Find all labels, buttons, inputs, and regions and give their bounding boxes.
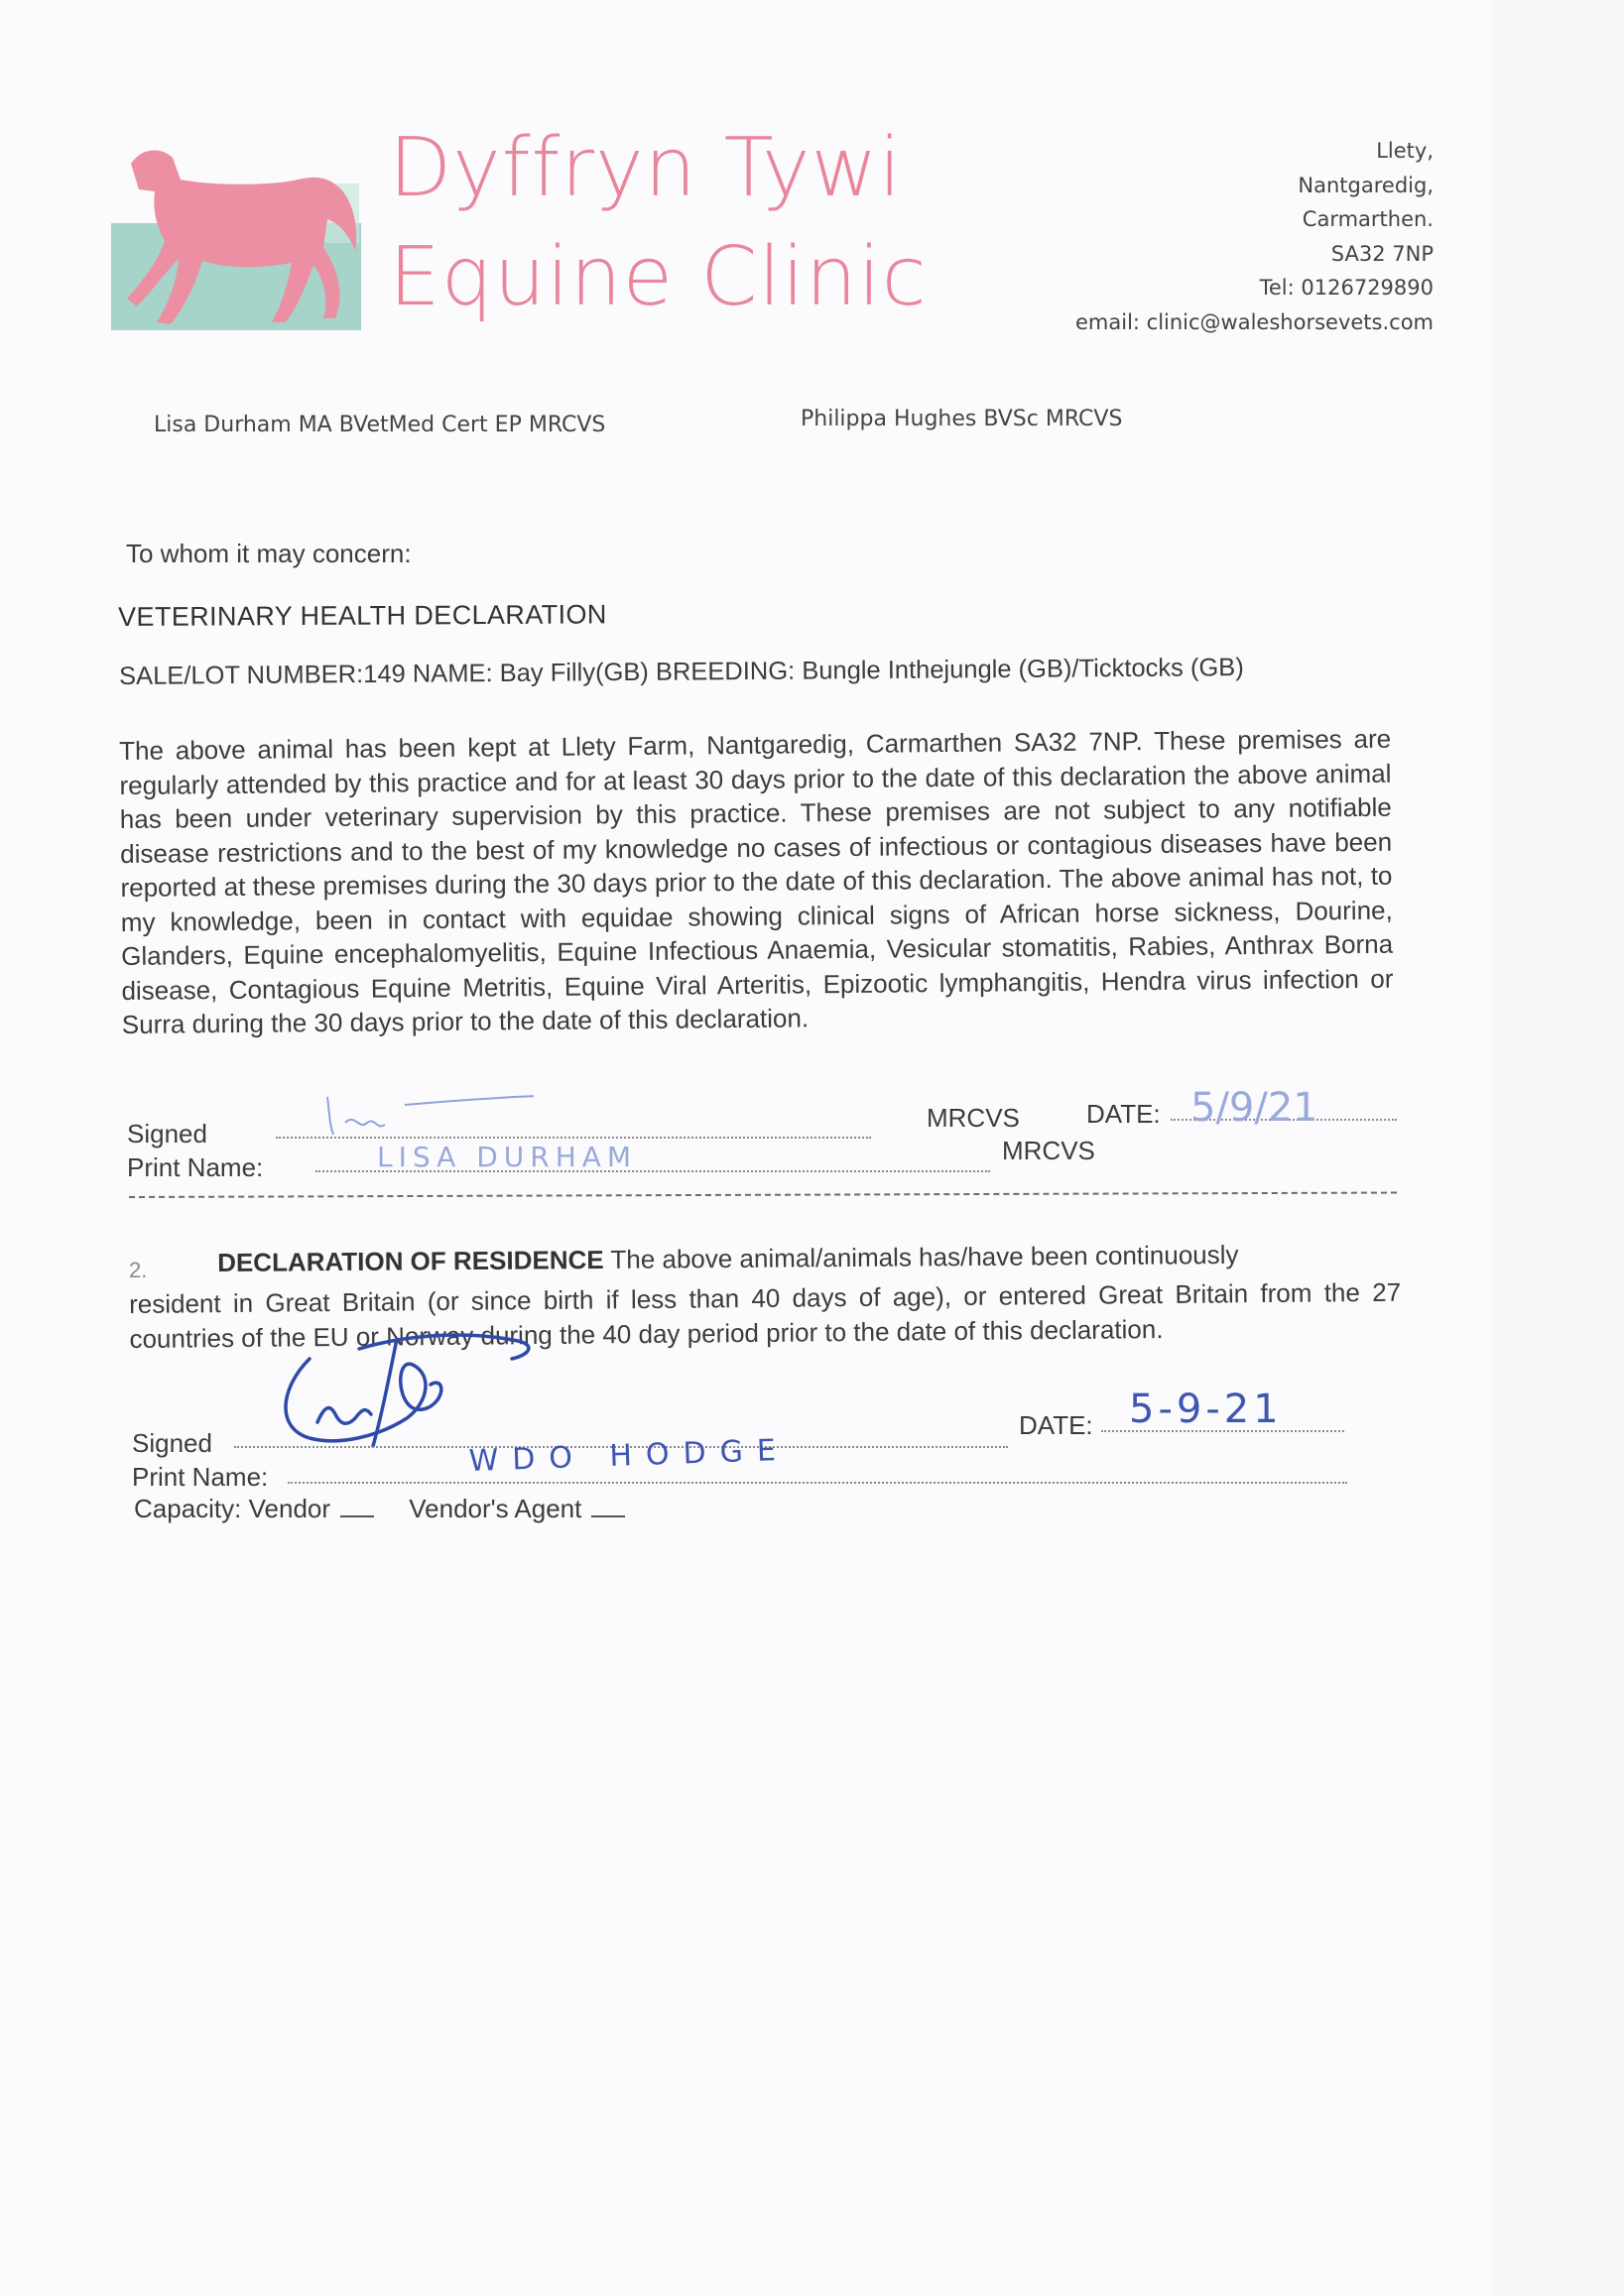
vendor-date-value: 5-9-21 [1129, 1387, 1283, 1432]
clinic-name [389, 121, 928, 352]
vet-mrcvs-label: MRCVS [927, 1103, 1020, 1133]
capacity-vendor-blank [340, 1514, 374, 1517]
residence-text-first: The above animal/animals has/have been continuously [610, 1239, 1239, 1274]
address-email: email: clinic@waleshorsevets.com [1074, 309, 1434, 334]
residence-title: DECLARATION OF RESIDENCE [217, 1244, 604, 1277]
vet-signed-label: Signed [127, 1119, 207, 1148]
declaration-title: VETERINARY HEALTH DECLARATION [118, 599, 607, 632]
address-line: Carmarthen. [1302, 207, 1434, 231]
vendor-print-name-line [288, 1482, 1347, 1484]
vet-print-name-label: Print Name: [127, 1152, 264, 1182]
vet-date-label: DATE: [1086, 1099, 1161, 1129]
address-phone: Tel: 0126729890 [1259, 276, 1434, 300]
residence-number: 2. [129, 1258, 148, 1282]
address-line: Llety, [1376, 139, 1434, 163]
capacity-agent: Vendor's Agent [409, 1494, 582, 1523]
clinic-address [1075, 134, 1434, 339]
sale-lot-line: SALE/LOT NUMBER:149 NAME: Bay Filly(GB) BREEDING: Bungle Inthejungle (GB)/Ticktocks (GB) [119, 654, 1244, 690]
clinic-logo [111, 121, 928, 362]
vendor-signed-label: Signed [132, 1428, 212, 1458]
vet-date-value: 5/9/21 [1190, 1085, 1318, 1131]
residence-body: resident in Great Britain (or since birth if less than 40 days of age), or entered Great Britain from the 27 countries of the EU or Norway during the 40 day period prior to the date of this declaration. [129, 1276, 1402, 1354]
clinic-name-line1: Dyffryn Tywi [389, 121, 903, 215]
health-declaration-body: The above animal has been kept at Llety Farm, Nantgaredig, Carmarthen SA32 7NP. These premises are regularly attended by this practice and for at least 30 days prior to the date of this declaration the above animal has been under veterinary supervision by this practice. These premises are not subject to any notifiable disease restrictions and to the best of my knowledge no cases of infectious or contagious diseases have been reported at these premises during the 30 days prior to the date of this declaration. The above animal has not, to my knowledge, been in contact with equidae showing clinical signs of African horse sickness, Dourine, Glanders, Equine encephalomyelitis, Equine Infectious Anaemia, Vesicular stomatitis, Rabies, Anthrax Borna disease, Contagious Equine Metritis, Equine Viral Arteritis, Epizootic lymphangitis, Hendra virus infection or Surra during the 30 days prior to the date of this declaration. [119, 723, 1394, 1039]
scan-edge [1493, 0, 1624, 2296]
vet-print-mrcvs-label: MRCVS [1002, 1136, 1095, 1165]
vendor-print-name-label: Print Name: [132, 1462, 269, 1492]
address-line: Nantgaredig, [1298, 173, 1434, 197]
clinic-name-line2: Equine Clinic [389, 230, 928, 324]
salutation: To whom it may concern: [126, 539, 412, 568]
address-postcode: SA32 7NP [1330, 241, 1434, 266]
vet-signature [315, 1083, 534, 1143]
vendor-print-name-value: WDO HODGE [468, 1432, 791, 1479]
residence-first-line [217, 1240, 1239, 1278]
vet-name-philippa: Philippa Hughes BVSc MRCVS [801, 407, 1123, 431]
capacity-label: Capacity: [134, 1494, 242, 1523]
vet-name-lisa: Lisa Durham MA BVetMed Cert EP MRCVS [154, 413, 606, 437]
vet-print-name-value: LISA DURHAM [377, 1141, 638, 1173]
capacity-vendor: Vendor [248, 1494, 331, 1523]
horse-logo-icon [111, 124, 369, 362]
capacity-agent-blank [591, 1514, 625, 1517]
vendor-date-label: DATE: [1019, 1410, 1093, 1440]
section-divider [129, 1192, 1397, 1198]
capacity-line [134, 1494, 625, 1524]
